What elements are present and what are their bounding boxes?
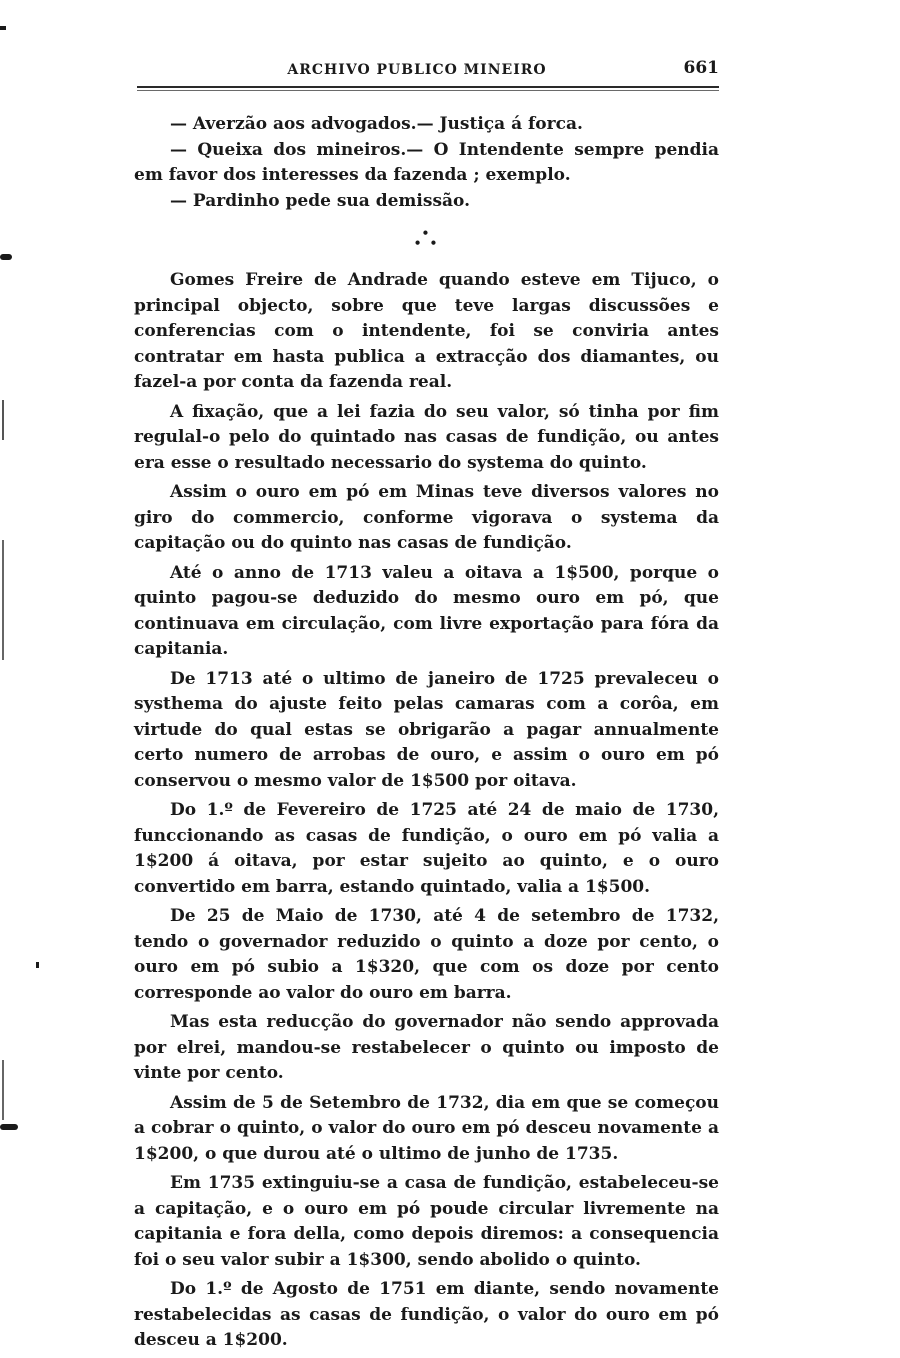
divider-dots-bottom: • • <box>413 236 440 250</box>
scan-edge-mark <box>2 400 4 440</box>
paragraph: De 1713 até o ultimo de janeiro de 1725 prevaleceu o systhema do ajuste feito pelas camaras com a corôa, em virtude do qual estas se obrigarão a pagar annualmente certo numero de arrobas de ouro, e assim o ouro em pó conservou o mesmo valor de 1$500 por oitava. <box>134 668 719 791</box>
paragraph: Até o anno de 1713 valeu a oitava a 1$500, porque o quinto pagou-se deduzido do mesmo ouro em pó, que continuava em circulação, com livre exportação para fóra da capitania. <box>134 562 719 659</box>
paragraph: Mas esta reducção do governador não sendo approvada por elrei, mandou-se restabelecer o quinto ou imposto de vinte por cento. <box>134 1012 719 1083</box>
header-rule-thin <box>137 90 719 91</box>
scan-edge-mark <box>36 962 39 968</box>
running-title: ARCHIVO PUBLICO MINEIRO <box>287 62 547 78</box>
paragraph: Do 1.º de Fevereiro de 1725 até 24 de maio de 1730, funccionando as casas de fundição, o ouro em pó valia a 1$200 á oitava, por estar sujeito ao quinto, e o ouro convertido em barra, estando quintado, valia a 1$500. <box>134 800 719 897</box>
paragraph: De 25 de Maio de 1730, até 4 de setembro de 1732, tendo o governador reduzido o quinto a doze por cento, o ouro em pó subio a 1$320, que com os doze por cento corresponde ao valor do ouro em barra. <box>134 906 719 1003</box>
paragraph: A fixação, que a lei fazia do seu valor, só tinha por fim regulal-o pelo do quintado nas casas de fundição, ou antes era esse o resultado necessario do systema do quinto. <box>134 401 719 473</box>
summary-line: — Averzão aos advogados.— Justiça á forca. <box>170 114 583 134</box>
scan-edge-mark <box>2 1060 4 1120</box>
paragraph: Do 1.º de Agosto de 1751 em diante, sendo novamente restabelecidas as casas de fundição, o valor do ouro em pó desceu a 1$200. <box>134 1279 719 1350</box>
summary-line: — Pardinho pede sua demissão. <box>170 190 470 211</box>
page-number: 661 <box>683 58 719 78</box>
paragraph: Assim o ouro em pó em Minas teve diversos valores no giro do commercio, conforme vigorava o systema da capitação ou do quinto nas casas de fundição. <box>134 482 719 553</box>
paragraph: Gomes Freire de Andrade quando esteve em Tijuco, o principal objecto, sobre que teve largas discussões e conferencias com o intendente, foi se conviria antes contratar em hasta publica a extracção dos diamantes, ou fazel-a por conta da fazenda real. <box>134 270 719 392</box>
summary-line: — Queixa dos mineiros.— O Intendente sempre pendia em favor dos interesses da fazenda ; exemplo. <box>134 139 719 185</box>
paragraph: Em 1735 extinguiu-se a casa de fundição, estabeleceu-se a capitação, e o ouro em pó poude circular livremente na capitania e fora della, como depois diremos: a consequencia foi o seu valor subir a 1$300, sendo abolido o quinto. <box>134 1173 719 1270</box>
chapter-summary <box>134 112 719 214</box>
running-header <box>137 56 719 86</box>
scan-edge-mark <box>2 540 4 660</box>
paragraph: Assim de 5 de Setembro de 1732, dia em que se começou a cobrar o quinto, o valor do ouro em pó desceu novamente a 1$200, o que durou até o ultimo de junho de 1735. <box>134 1092 719 1164</box>
scan-edge-mark <box>0 1124 18 1130</box>
header-rule <box>137 86 719 88</box>
divider-dot-top: • <box>421 226 432 240</box>
scan-edge-mark <box>0 254 12 260</box>
section-divider <box>134 228 719 248</box>
scan-edge-mark <box>0 26 6 30</box>
body-text <box>134 112 719 1358</box>
